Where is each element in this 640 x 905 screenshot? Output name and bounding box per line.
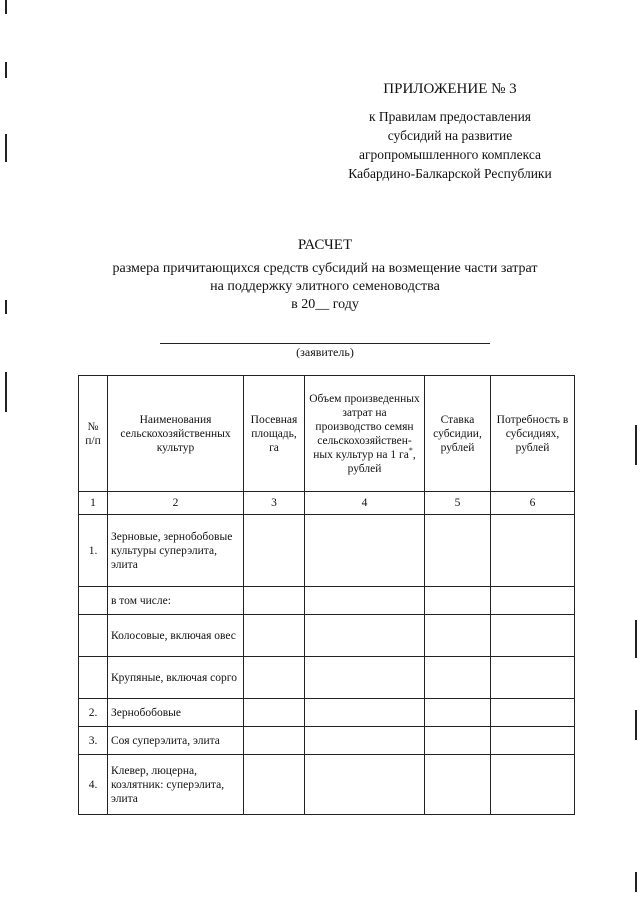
header-costs [305, 376, 425, 492]
header-rate: Ставка субсидии, рублей [425, 376, 491, 492]
header-num: № п/п [79, 376, 108, 492]
appendix-line: Кабардино-Балкарской Республики [348, 166, 552, 181]
row-number: 1. [79, 515, 108, 587]
column-number: 5 [425, 492, 491, 515]
row-number [79, 657, 108, 699]
row-number: 2. [79, 699, 108, 727]
scan-mark [635, 425, 637, 465]
cell-need [491, 727, 575, 755]
scan-mark [5, 134, 7, 162]
table-row [79, 515, 575, 587]
cell-costs [305, 587, 425, 615]
cell-costs [305, 727, 425, 755]
table-row [79, 615, 575, 657]
appendix-line: к Правилам предоставления [368, 109, 532, 124]
document-subtitle: на поддержку элитного семеноводства [210, 279, 440, 294]
row-number [79, 587, 108, 615]
document-heading: РАСЧЕТ [297, 237, 353, 253]
appendix-line: агропромышленного комплекса [359, 147, 541, 162]
column-number: 1 [79, 492, 108, 515]
scan-mark [5, 62, 7, 78]
cell-need [491, 515, 575, 587]
column-number-row [79, 492, 575, 515]
row-crop-name: Крупяные, включая сорго [108, 657, 244, 699]
cell-need [491, 657, 575, 699]
cell-area [244, 615, 305, 657]
cell-area [244, 699, 305, 727]
cell-rate [425, 699, 491, 727]
column-number: 6 [491, 492, 575, 515]
year-line: в 20__ году [291, 297, 359, 312]
column-number: 2 [108, 492, 244, 515]
scan-mark [635, 710, 637, 740]
document-subtitle: размера причитающихся средств субсидий на возмещение части затрат [112, 261, 538, 276]
row-number: 4. [79, 755, 108, 815]
row-number [79, 615, 108, 657]
cell-area [244, 587, 305, 615]
cell-rate [425, 727, 491, 755]
scan-mark [635, 872, 637, 892]
scan-mark [5, 300, 7, 314]
cell-rate [425, 755, 491, 815]
appendix-line: субсидий на развитие [387, 128, 513, 143]
row-crop-name: Зерновые, зернобобовые культуры суперэлита, элита [108, 515, 244, 587]
cell-need [491, 755, 575, 815]
row-crop-name: Соя суперэлита, элита [108, 727, 244, 755]
cell-costs [305, 657, 425, 699]
column-number: 4 [305, 492, 425, 515]
cell-need [491, 615, 575, 657]
cell-rate [425, 657, 491, 699]
cell-rate [425, 587, 491, 615]
cell-area [244, 755, 305, 815]
cell-costs [305, 755, 425, 815]
scan-mark [5, 0, 7, 14]
cell-need [491, 587, 575, 615]
table-row [79, 657, 575, 699]
header-crop-name: Наименования сельскохозяйственных культур [108, 376, 244, 492]
table-row [79, 587, 575, 615]
header-row [79, 376, 575, 492]
header-costs-text: Объем произведенных затрат на производство семян сельскохозяйствен-ных культур на 1 га [309, 392, 420, 461]
table-row [79, 755, 575, 815]
cell-area [244, 515, 305, 587]
header-area: Посевная площадь, га [244, 376, 305, 492]
appendix-title: ПРИЛОЖЕНИЕ № 3 [383, 81, 517, 97]
cell-rate [425, 515, 491, 587]
cell-area [244, 727, 305, 755]
table-row [79, 699, 575, 727]
cell-rate [425, 615, 491, 657]
footnote-mark: * [408, 445, 413, 455]
cell-area [244, 657, 305, 699]
header-costs-unit: , рублей [347, 448, 416, 475]
scan-mark [635, 620, 637, 658]
applicant-line [160, 343, 490, 344]
applicant-caption: (заявитель) [296, 345, 354, 359]
scan-mark [5, 372, 7, 412]
header-need: Потребность в субсидиях, рублей [491, 376, 575, 492]
row-crop-name: Колосовые, включая овес [108, 615, 244, 657]
cell-costs [305, 699, 425, 727]
cell-costs [305, 615, 425, 657]
cell-need [491, 699, 575, 727]
row-number: 3. [79, 727, 108, 755]
row-crop-name: Клевер, люцерна, козлятник: суперэлита, элита [108, 755, 244, 815]
row-crop-name: в том числе: [108, 587, 244, 615]
calculation-table [78, 375, 575, 815]
title-block [60, 236, 590, 314]
cell-costs [305, 515, 425, 587]
row-crop-name: Зернобобовые [108, 699, 244, 727]
appendix-block [300, 80, 600, 183]
column-number: 3 [244, 492, 305, 515]
table-row [79, 727, 575, 755]
